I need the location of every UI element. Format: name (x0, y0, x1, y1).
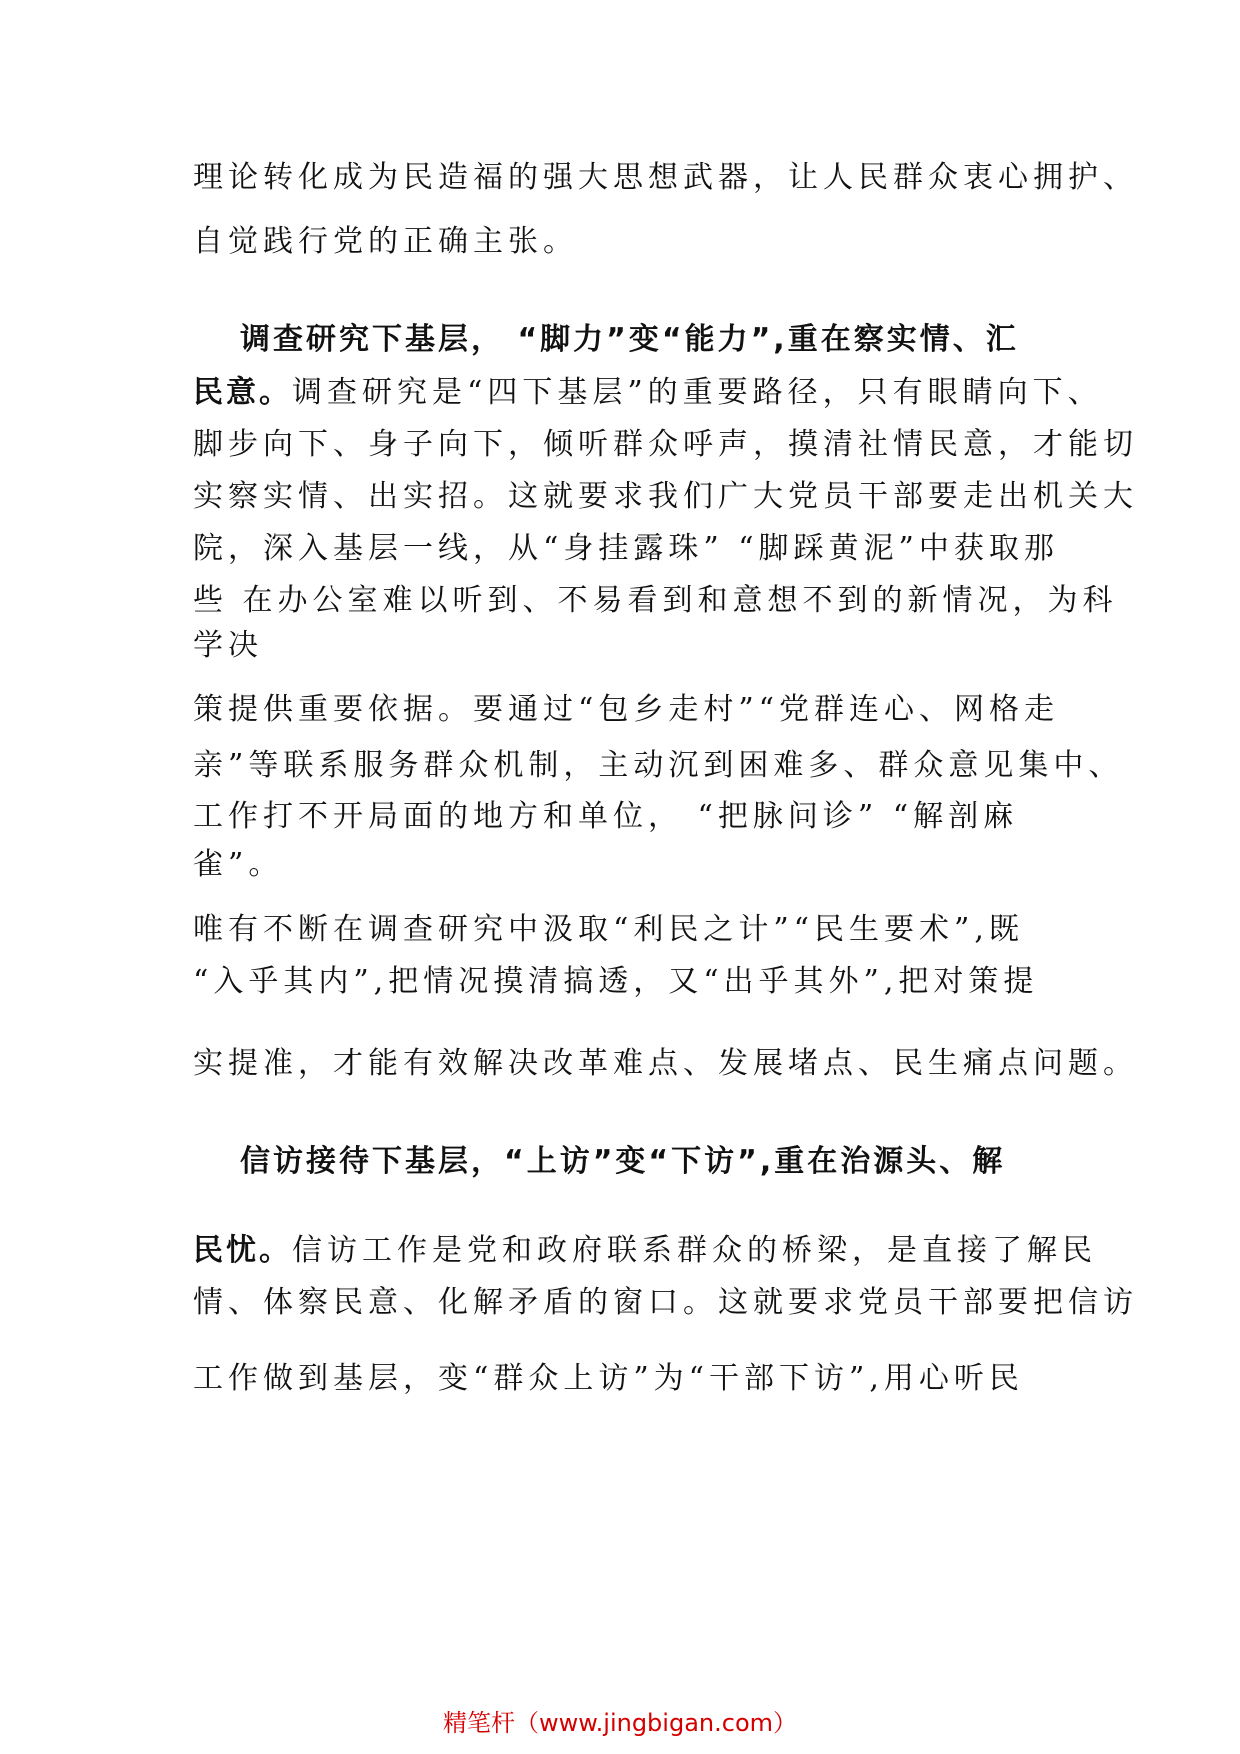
footer-watermark: 精笔杆（www.jingbigan.com） (442, 1709, 798, 1737)
body-line (193, 373, 1103, 413)
section-heading: 调查研究下基层， “脚力”变“能力”,重在察实情、汇 (240, 322, 1019, 357)
body-line: 策提供重要依据。要通过“包乡走村”“党群连心、网格走 (193, 692, 1060, 727)
body-line: 自觉践行党的正确主张。 (193, 224, 578, 259)
body-line: 工作打不开局面的地方和单位， “把脉问诊” “解剖麻 (193, 799, 1019, 834)
body-line: 工作做到基层，变“群众上访”为“干部下访”,用心听民 (193, 1361, 1024, 1396)
body-line (193, 1231, 1097, 1271)
body-line: 雀”。 (193, 847, 284, 882)
body-line: 实提准，才能有效解决改革难点、发展堵点、民生痛点问题。 (193, 1046, 1138, 1081)
body-line: 实察实情、出实招。这就要求我们广大党员干部要走出机关大 (193, 479, 1138, 514)
body-line: 亲”等联系服务群众机制，主动沉到困难多、群众意见集中、 (193, 748, 1124, 783)
body-text: 信访工作是党和政府联系群众的桥梁，是直接了解民 (292, 1233, 1097, 1268)
body-line: 些 在办公室难以听到、不易看到和意想不到的新情况，为科 (193, 583, 1118, 618)
body-line: “入乎其内”,把情况摸清搞透，又“出乎其外”,把对策提 (193, 964, 1039, 999)
body-text: 调查研究是“四下基层”的重要路径，只有眼睛向下、 (292, 375, 1103, 410)
body-line: 学决 (193, 628, 263, 663)
section-heading-continued: 民意。 (193, 375, 292, 410)
body-line: 脚步向下、身子向下，倾听群众呼声，摸清社情民意，才能切 (193, 427, 1138, 462)
body-line: 唯有不断在调查研究中汲取“利民之计”“民生要术”,既 (193, 912, 1024, 947)
body-line: 院，深入基层一线，从“身挂露珠” “脚踩黄泥”中获取那 (193, 531, 1059, 566)
section-heading-continued: 民忧。 (193, 1233, 292, 1268)
body-line: 理论转化成为民造福的强大思想武器，让人民群众衷心拥护、 (193, 160, 1138, 195)
body-line: 情、体察民意、化解矛盾的窗口。这就要求党员干部要把信访 (193, 1285, 1138, 1320)
section-heading: 信访接待下基层，“上访”变“下访”,重在治源头、解 (240, 1144, 1006, 1179)
